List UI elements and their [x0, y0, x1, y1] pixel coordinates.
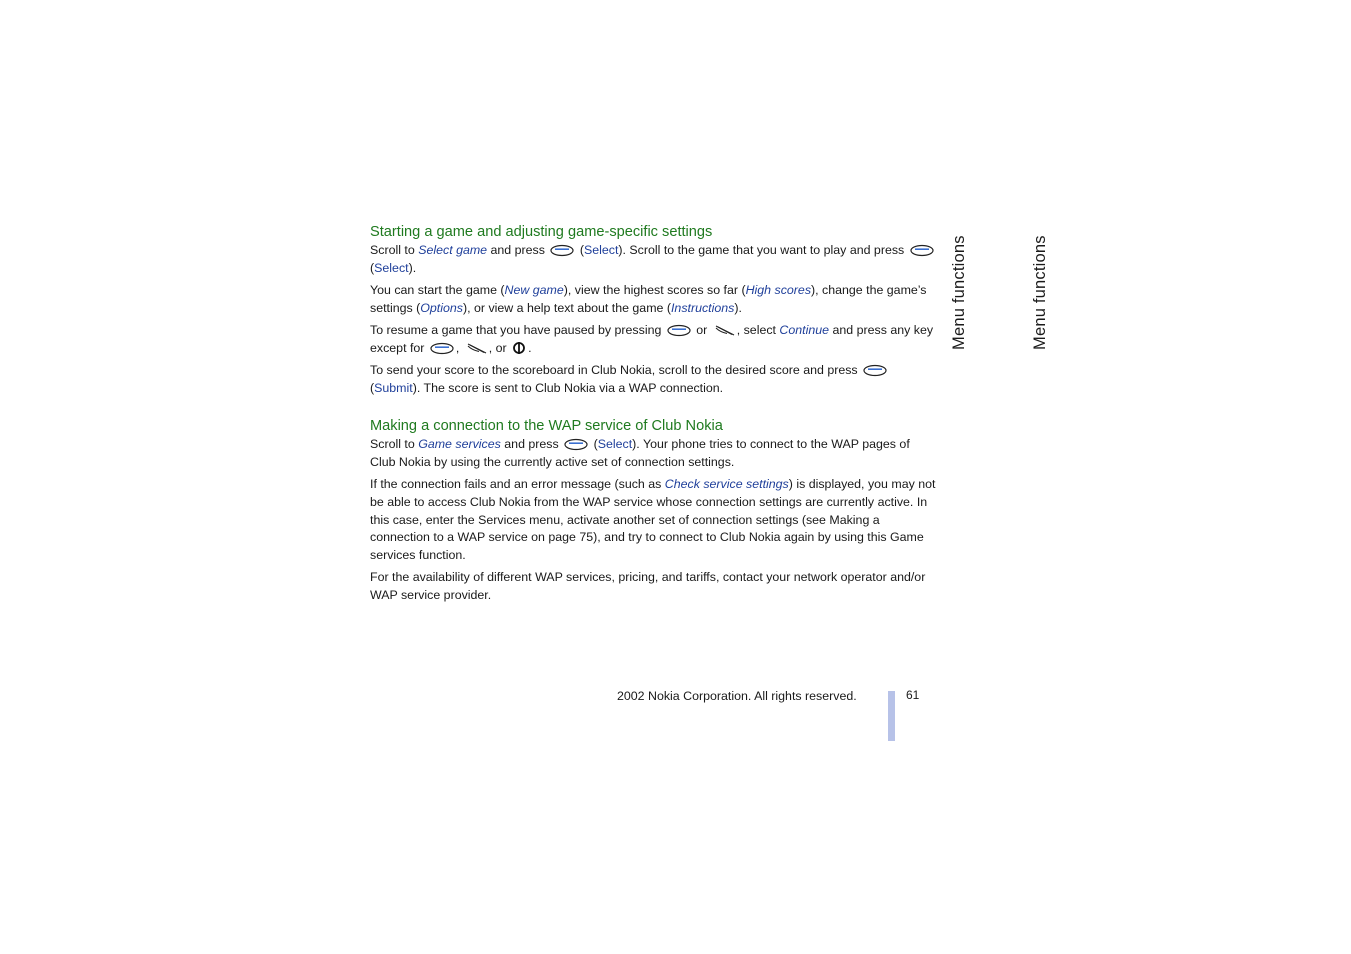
softkey-select: Select	[597, 436, 633, 451]
copyright-notice: 2002 Nokia Corporation. All rights reserved.	[617, 689, 857, 703]
menu-item-high-scores: High scores	[745, 283, 812, 298]
paragraph-resume-game: To resume a game that you have paused by pressing or , select Continue and press any key except for , , or .	[370, 323, 934, 355]
menu-item-select-game: Select game	[418, 243, 488, 257]
menu-item-options: Options	[420, 300, 463, 315]
menu-item-new-game: New game	[504, 283, 564, 298]
page-number: 61	[906, 688, 920, 702]
paragraph-submit-score: To send your score to the scoreboard in Club Nokia, scroll to the desired score and press (Submit). The score is sent to Club Nokia via a WAP connection.	[370, 362, 938, 398]
page-marker-bar	[888, 691, 895, 741]
selection-key-icon	[863, 364, 887, 377]
selection-key-icon	[550, 244, 574, 257]
paragraph-availability: For the availability of different WAP services, pricing, and tariffs, contact your network operator and/or WAP service provider.	[370, 570, 926, 603]
clear-key-icon	[713, 324, 735, 337]
softkey-select: Select	[583, 243, 619, 257]
selection-key-icon	[430, 342, 454, 355]
menu-item-instructions: Instructions	[670, 300, 735, 315]
paragraph-game-services: Scroll to Game services and press (Select). Your phone tries to connect to the WAP pages of Club Nokia by using the currently active set of connection settings.	[370, 436, 910, 469]
menu-item-game-services: Game services	[418, 436, 501, 451]
section-heading-wap-connection: Making a connection to the WAP service of Club Nokia	[370, 417, 723, 434]
clear-key-icon	[465, 342, 487, 355]
side-tab-label-secondary: Menu functions	[1031, 235, 1049, 350]
paragraph-connection-fails: If the connection fails and an error message (such as Check service settings) is displayed, you may not be able to access Club Nokia from the WAP service whose connection settings are currently active. In this case, enter the Services menu, activate another set of connection settings (see Making a connection to a WAP service on page 75), and try to connect to Club Nokia again by using this Game services function.	[370, 476, 936, 563]
softkey-select: Select	[374, 260, 409, 275]
menu-item-continue: Continue	[779, 323, 830, 338]
main-content	[370, 222, 938, 610]
selection-key-icon	[564, 438, 588, 451]
paragraph-game-options: You can start the game (New game), view the highest scores so far (High scores), change the game’s settings (Options), or view a help text about the game (Instructions).	[370, 283, 927, 315]
power-key-icon	[512, 341, 526, 355]
paragraph-select-game: Scroll to Select game and press (Select). Scroll to the game that you want to play and press (Select).	[370, 242, 938, 278]
section-heading-starting-game: Starting a game and adjusting game-specific settings	[370, 224, 713, 240]
error-message-check-service-settings: Check service settings	[664, 476, 789, 491]
selection-key-icon	[910, 244, 934, 257]
side-tab-label: Menu functions	[950, 235, 968, 350]
selection-key-icon	[667, 324, 691, 337]
softkey-submit: Submit	[374, 381, 413, 396]
